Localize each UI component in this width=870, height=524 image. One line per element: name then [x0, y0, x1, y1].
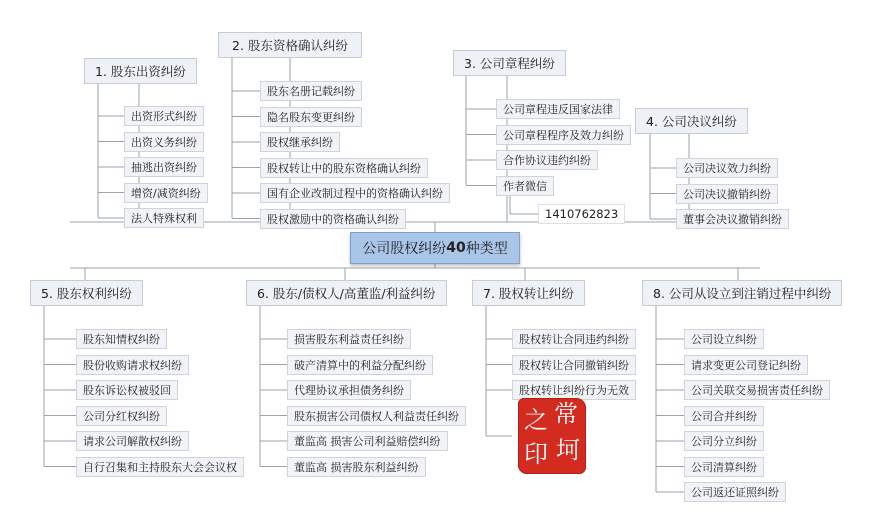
leaf-node[interactable]: 公司分红权纠纷 [76, 406, 167, 426]
leaf-node[interactable]: 请求公司解散权纠纷 [76, 431, 189, 451]
leaf-node[interactable]: 法人特殊权利 [124, 208, 204, 228]
seal-char-3: 之 [524, 406, 548, 434]
leaf-node[interactable]: 董监高 损害股东利益纠纷 [287, 457, 426, 477]
leaf-node[interactable]: 公司决议效力纠纷 [676, 158, 778, 178]
leaf-node[interactable]: 股东知情权纠纷 [76, 329, 167, 349]
leaf-node[interactable]: 自行召集和主持股东大会会议权 [76, 457, 244, 477]
leaf-node[interactable]: 公司清算纠纷 [684, 457, 764, 477]
leaf-node[interactable]: 股份收购请求权纠纷 [76, 355, 189, 375]
category-node-4[interactable]: 4. 公司决议纠纷 [635, 108, 748, 134]
root-node[interactable] [350, 232, 520, 264]
leaf-node[interactable]: 股权继承纠纷 [260, 132, 340, 152]
leaf-node[interactable]: 抽逃出资纠纷 [124, 157, 204, 177]
leaf-node[interactable]: 国有企业改制过程中的资格确认纠纷 [260, 183, 450, 203]
leaf-node[interactable]: 作者微信 [496, 176, 554, 196]
category-node-6[interactable]: 6. 股东/债权人/高董监/利益纠纷 [246, 280, 447, 306]
leaf-node[interactable]: 股东损害公司债权人利益责任纠纷 [287, 406, 466, 426]
category-node-5[interactable]: 5. 股东权利纠纷 [30, 280, 143, 306]
red-seal-stamp [518, 398, 586, 474]
leaf-node[interactable]: 股权转让合同违约纠纷 [512, 329, 636, 349]
leaf-node[interactable]: 公司合并纠纷 [684, 406, 764, 426]
leaf-node[interactable]: 代理协议承担债务纠纷 [287, 380, 411, 400]
root-title-bold: 40 [446, 240, 466, 256]
leaf-node[interactable]: 董监高 损害公司利益赔偿纠纷 [287, 431, 448, 451]
root-title-prefix: 公司股权纠纷 [362, 241, 447, 257]
leaf-node[interactable]: 股东诉讼权被驳回 [76, 380, 178, 400]
leaf-node[interactable]: 公司设立纠纷 [684, 329, 764, 349]
leaf-node[interactable]: 隐名股东变更纠纷 [260, 107, 362, 127]
category-node-8[interactable]: 8. 公司从设立到注销过程中纠纷 [642, 280, 842, 306]
leaf-node[interactable]: 增资/减资纠纷 [124, 183, 208, 203]
leaf-node[interactable]: 公司章程违反国家法律 [496, 99, 620, 119]
leaf-node[interactable]: 股权转让中的股东资格确认纠纷 [260, 158, 428, 178]
leaf-node[interactable]: 股东名册记载纠纷 [260, 81, 362, 101]
leaf-node[interactable]: 出资形式纠纷 [124, 106, 204, 126]
leaf-node[interactable]: 公司分立纠纷 [684, 431, 764, 451]
leaf-node[interactable]: 公司决议撤销纠纷 [676, 184, 778, 204]
leaf-node[interactable]: 股权转让纠纷行为无效 [512, 380, 636, 400]
category-node-3[interactable]: 3. 公司章程纠纷 [453, 50, 566, 76]
leaf-node[interactable]: 董事会决议撤销纠纷 [676, 209, 789, 229]
leaf-node[interactable]: 公司返还证照纠纷 [684, 482, 786, 502]
leaf-node[interactable]: 出资义务纠纷 [124, 132, 204, 152]
leaf-node[interactable]: 破产清算中的利益分配纠纷 [287, 355, 433, 375]
category-node-7[interactable]: 7. 股权转让纠纷 [472, 280, 585, 306]
seal-char-1: 常 [554, 400, 578, 428]
leaf-node[interactable]: 合作协议违约纠纷 [496, 150, 598, 170]
leaf-node[interactable]: 股权激励中的资格确认纠纷 [260, 209, 406, 229]
leaf-node[interactable]: 公司章程程序及效力纠纷 [496, 125, 631, 145]
category-node-2[interactable]: 2. 股东资格确认纠纷 [218, 32, 362, 58]
leaf-node[interactable]: 损害股东利益责任纠纷 [287, 329, 411, 349]
wechat-id: 1410762823 [538, 204, 625, 224]
seal-char-4: 印 [524, 440, 548, 468]
root-title-suffix: 种类型 [465, 241, 508, 257]
seal-char-2: 坷 [556, 436, 580, 464]
leaf-node[interactable]: 请求变更公司登记纠纷 [684, 355, 808, 375]
leaf-node[interactable]: 股权转让合同撤销纠纷 [512, 355, 636, 375]
leaf-node[interactable]: 公司关联交易损害责任纠纷 [684, 380, 830, 400]
category-node-1[interactable]: 1. 股东出资纠纷 [84, 58, 197, 84]
